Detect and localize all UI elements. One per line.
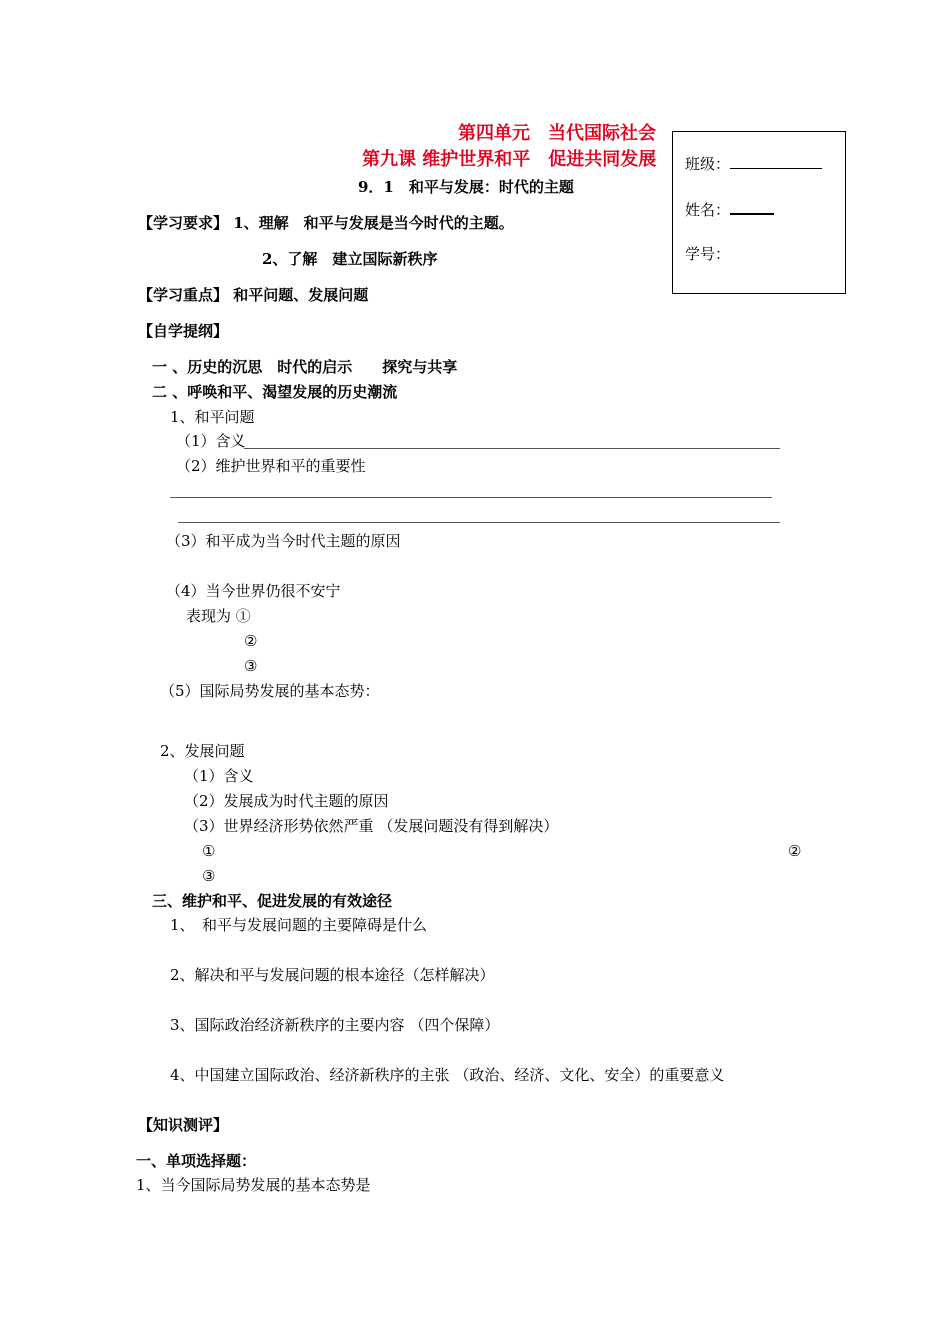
outline-section-1: 一 、历史的沉思 时代的启示 探究与共享 — [152, 358, 458, 376]
choice-question-1: 1、当今国际局势发展的基本态势是 — [136, 1176, 371, 1194]
peace-importance-answer-line-1[interactable] — [170, 497, 772, 498]
peace-issue-heading: 1、和平问题 — [170, 408, 255, 426]
economic-point-3: ③ — [202, 867, 216, 885]
focus-label: 【学习重点】 — [138, 286, 229, 304]
number-label: 学号： — [685, 245, 731, 263]
economic-situation: （3）世界经济形势依然严重 （发展问题没有得到解决） — [184, 817, 559, 835]
name-label: 姓名： — [685, 201, 731, 219]
question-new-order: 3、国际政治经济新秩序的主要内容 （四个保障） — [170, 1016, 500, 1034]
development-theme-reason: （2）发展成为时代主题的原因 — [184, 792, 389, 810]
peace-meaning-answer-line[interactable] — [244, 448, 780, 449]
student-info-box — [672, 131, 846, 294]
manifestation-3: ③ — [244, 657, 258, 675]
requirements-label: 【学习要求】 — [138, 214, 229, 232]
class-field[interactable] — [685, 154, 822, 174]
peace-theme-reason: （3）和平成为当今时代主题的原因 — [166, 532, 401, 550]
question-obstacles: 1、 和平与发展问题的主要障碍是什么 — [170, 916, 428, 934]
focus-text: 和平问题、发展问题 — [233, 286, 369, 304]
question-solution: 2、解决和平与发展问题的根本途径（怎样解决） — [170, 966, 495, 984]
outline-section-3: 三、维护和平、促进发展的有效途径 — [152, 892, 393, 910]
section-title: 9．1 和平与发展：时代的主题 — [358, 178, 574, 196]
peace-importance-answer-line-2[interactable] — [178, 522, 780, 523]
class-label: 班级： — [685, 155, 731, 173]
assessment-label: 【知识测评】 — [138, 1116, 229, 1134]
class-blank[interactable] — [730, 154, 822, 169]
lesson-title: 第九课 维护世界和平 促进共同发展 — [362, 149, 657, 170]
focus-row — [138, 285, 368, 305]
question-china-proposal: 4、中国建立国际政治、经济新秩序的主张 （政治、经济、文化、安全）的重要意义 — [170, 1066, 725, 1084]
number-field[interactable] — [685, 244, 730, 264]
manifestation-1: 表现为 ① — [186, 607, 251, 625]
economic-point-1: ① — [202, 842, 216, 860]
economic-point-2: ② — [788, 842, 802, 860]
outline-label: 【自学提纲】 — [138, 322, 229, 340]
outline-section-2: 二 、呼唤和平、渴望发展的历史潮流 — [152, 383, 398, 401]
basic-trend: （5）国际局势发展的基本态势： — [160, 682, 380, 700]
development-issue-heading: 2、发展问题 — [160, 742, 245, 760]
multiple-choice-heading: 一、单项选择题： — [136, 1152, 257, 1170]
manifestation-2: ② — [244, 632, 258, 650]
requirements-item-2: 2、了解 建立国际新秩序 — [262, 250, 438, 268]
name-blank[interactable] — [730, 199, 774, 215]
unit-title: 第四单元 当代国际社会 — [458, 123, 656, 144]
peace-importance: （2）维护世界和平的重要性 — [176, 457, 366, 475]
name-field[interactable] — [685, 199, 774, 220]
world-not-peaceful: （4）当今世界仍很不安宁 — [166, 582, 341, 600]
peace-meaning: （1）含义 — [176, 432, 246, 450]
requirements-row — [138, 213, 514, 233]
development-meaning: （1）含义 — [184, 767, 254, 785]
requirements-item-1: 1、理解 和平与发展是当今时代的主题。 — [233, 214, 514, 232]
